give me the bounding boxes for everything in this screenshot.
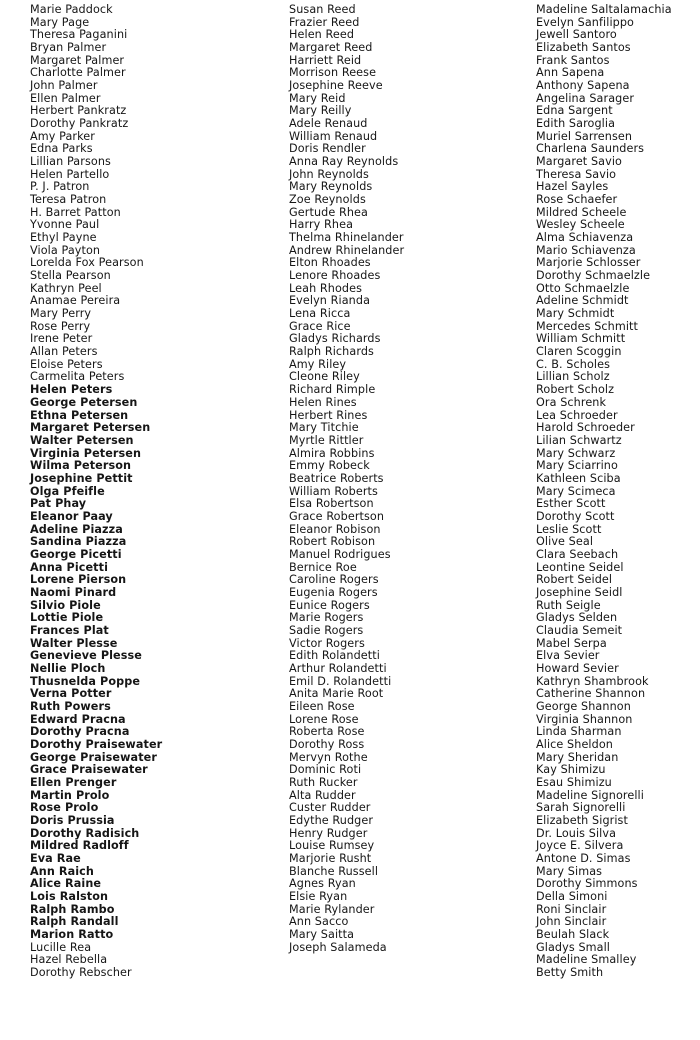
name-entry: Dorothy Rebscher [30,966,132,980]
name-entry: Lilian Schwartz [536,433,622,447]
name-entry: Eloise Peters [30,357,103,371]
name-entry: Adeline Schmidt [536,294,629,308]
name-entry: Evelyn Rianda [289,294,371,308]
name-entry: Ethyl Payne [30,231,97,245]
name-entry: Mary Scimeca [536,484,616,498]
name-entry: Eugenia Rogers [289,585,378,599]
name-entry: Nellie Ploch [30,661,106,675]
name-entry: Victor Rogers [289,636,365,650]
name-entry: Thelma Rhinelander [289,231,404,245]
name-entry: Elton Rhoades [289,256,371,270]
name-entry: Mary Sciarrino [536,459,618,473]
name-entry: Eva Rae [30,852,81,866]
name-entry: Doris Rendler [289,142,366,156]
name-entry: Teresa Patron [30,193,107,207]
name-entry: Marjorie Rusht [289,852,372,866]
name-entry: Margaret Reed [289,41,373,55]
name-entry: Esau Shimizu [536,775,612,789]
name-entry: Anamae Pereira [30,294,121,308]
name-entry: Madeline Smalley [536,953,637,967]
name-entry: Sarah Signorelli [536,801,626,815]
name-entry: Grace Praisewater [30,763,148,777]
name-entry: Theresa Savio [536,167,617,181]
name-entry: Dorothy Praisewater [30,737,163,751]
name-entry: Dorothy Ross [289,737,365,751]
name-entry: Manuel Rodrigues [289,547,391,561]
name-entry: George Shannon [536,699,631,713]
name-entry: Lucille Rea [30,940,92,954]
name-entry: Mercedes Schmitt [536,319,639,333]
name-entry: Richard Rimple [289,383,376,397]
name-entry: Ann Sapena [536,66,605,80]
name-entry: Ann Sacco [289,915,349,929]
name-entry: Mary Simas [536,864,603,878]
name-entry: Alta Rudder [289,788,356,802]
name-entry: Joyce E. Silvera [536,839,624,853]
name-entry: Adele Renaud [289,117,368,131]
name-entry: Hazel Sayles [536,180,609,194]
name-entry: Edythe Rudger [289,814,374,827]
name-entry: Clara Seebach [536,547,619,561]
name-entry: Helen Peters [30,383,113,397]
name-entry: Eunice Rogers [289,598,370,612]
name-entry: Myrtle Rittler [289,433,364,447]
name-column-3 [536,4,700,980]
name-entry: William Renaud [289,129,378,143]
name-entry: Ruth Seigle [536,598,601,612]
name-entry: Helen Rines [289,395,357,409]
name-entry: Kathryn Peel [30,281,102,295]
name-entry: Alice Sheldon [536,737,613,751]
name-entry: Josephine Reeve [289,79,383,93]
name-entry: Mervyn Rothe [289,750,368,764]
name-entry: Anita Marie Root [289,687,384,701]
name-entry: Joseph Salameda [289,940,387,954]
name-entry: Hazel Rebella [30,953,108,967]
name-entry: Eleanor Robison [289,522,381,536]
name-entry: Dorothy Pracna [30,725,130,739]
name-entry: Emmy Robeck [289,459,370,473]
name-entry: Betty Smith [536,966,604,980]
name-entry: Claren Scoggin [536,345,622,359]
name-entry: Theresa Paganini [30,28,128,42]
name-entry: Virginia Shannon [536,712,633,726]
name-entry: Morrison Reese [289,66,377,80]
name-entry: Dorothy Scott [536,509,615,523]
name-entry: Doris Prussia [30,814,115,827]
name-entry: Margaret Petersen [30,421,151,435]
name-entry: Mary Reilly [289,104,352,118]
name-entry: Mary Saitta [289,928,355,942]
name-entry: Arthur Rolandetti [289,661,387,675]
name-entry: Elsie Ryan [289,890,348,904]
name-entry: Josephine Seidl [536,585,623,599]
name-entry: Otto Schmaelzle [536,281,630,295]
name-entry: Sadie Rogers [289,623,364,637]
name-entry: Bernice Roe [289,560,357,574]
name-entry: Jewell Santoro [536,28,617,42]
name-entry: Edna Sargent [536,104,613,118]
name-entry: Anthony Sapena [536,79,630,93]
name-entry: Robert Scholz [536,383,615,397]
name-entry: Sandina Piazza [30,535,127,549]
name-entry: Emil D. Rolandetti [289,674,392,688]
name-entry: Catherine Shannon [536,687,646,701]
name-entry: Lillian Scholz [536,370,610,384]
name-entry: Elizabeth Sigrist [536,814,628,827]
name-column-1 [30,4,270,980]
name-entry: Olive Seal [536,535,594,549]
name-entry: Ruth Rucker [289,775,358,789]
name-entry: Walter Petersen [30,433,134,447]
name-entry: Pat Phay [30,497,87,511]
name-entry: Naomi Pinard [30,585,117,599]
name-entry: Harriett Reid [289,53,362,67]
name-entry: Margaret Palmer [30,53,125,67]
name-entry: Herbert Rines [289,408,368,422]
name-entry: Andrew Rhinelander [289,243,405,257]
name-entry: Dorothy Simmons [536,877,638,891]
name-entry: Dorothy Pankratz [30,117,129,131]
name-entry: Howard Sevier [536,661,619,675]
name-entry: Ann Raich [30,864,94,878]
name-entry: Lena Ricca [289,307,351,321]
name-column-2 [289,4,519,954]
name-entry: Yvonne Paul [30,218,100,232]
name-entry: Walter Plesse [30,636,118,650]
name-entry: Grace Rice [289,319,351,333]
name-entry: Linda Sharman [536,725,622,739]
name-entry: Kay Shimizu [536,763,606,777]
name-entry: Lois Ralston [30,890,109,904]
name-entry: Martin Prolo [30,788,110,802]
name-entry: Ralph Richards [289,345,374,359]
name-entry: H. Barret Patton [30,205,121,219]
name-entry: Angelina Sarager [536,91,635,105]
name-entry: Della Simoni [536,890,608,904]
name-entry: Lorene Rose [289,712,359,726]
name-entry: Anna Picetti [30,560,109,574]
name-entry: Marjorie Schlosser [536,256,641,270]
name-entry: Mary Reynolds [289,180,373,194]
name-entry: Bryan Palmer [30,41,107,55]
name-entry: Ora Schrenk [536,395,607,409]
name-entry: Leah Rhodes [289,281,363,295]
name-entry: Mary Sheridan [536,750,619,764]
name-entry: Mario Schiavenza [536,243,636,257]
name-entry: Mary Schmidt [536,307,615,321]
name-entry: Harold Schroeder [536,421,635,435]
name-entry: Frank Santos [536,53,610,67]
name-entry: Evelyn Sanfilippo [536,15,635,29]
name-entry: Marie Rylander [289,902,375,916]
name-entry: Lorelda Fox Pearson [30,256,144,270]
name-entry: Amy Riley [289,357,347,371]
name-entry: Dominic Roti [289,763,362,777]
name-entry: Agnes Ryan [289,877,356,891]
name-entry: C. B. Scholes [536,357,611,371]
name-entry: Custer Rudder [289,801,371,815]
name-entry: Amy Parker [30,129,95,143]
name-entry: Louise Rumsey [289,839,375,853]
name-entry: Almira Robbins [289,446,375,460]
name-entry: Blanche Russell [289,864,379,878]
name-entry: Verna Potter [30,687,112,701]
name-entry: Margaret Savio [536,155,622,169]
name-entry: Mildred Radloff [30,839,129,853]
name-entry: Marion Ratto [30,928,114,942]
name-entry: Gladys Richards [289,332,381,346]
name-entry: Mildred Scheele [536,205,627,219]
name-entry: Ellen Prenger [30,775,117,789]
name-entry: Charlotte Palmer [30,66,126,80]
name-entry: Ralph Rambo [30,902,115,916]
name-entry: Olga Pfeifle [30,484,105,498]
name-entry: Gladys Selden [536,611,618,625]
name-entry: Marie Rogers [289,611,364,625]
name-entry: Mary Reid [289,91,346,105]
name-entry: George Praisewater [30,750,157,764]
name-entry: Grace Robertson [289,509,385,523]
name-entry: Mary Page [30,15,90,29]
name-entry: Anna Ray Reynolds [289,155,399,169]
name-entry: Ruth Powers [30,699,111,713]
name-entry: Roni Sinclair [536,902,607,916]
name-entry: Helen Reed [289,28,355,42]
name-entry: Antone D. Simas [536,852,631,866]
name-entry: Mabel Serpa [536,636,607,650]
name-entry: Susan Reed [289,3,356,16]
name-entry: Gertude Rhea [289,205,368,219]
name-entry: Roberta Rose [289,725,365,739]
name-entry: Madeline Signorelli [536,788,644,802]
name-entry: Frazier Reed [289,15,360,29]
name-entry: Zoe Reynolds [289,193,366,207]
name-entry: Elizabeth Santos [536,41,631,55]
name-entry: William Schmitt [536,332,626,346]
name-entry: Lorene Pierson [30,573,127,587]
name-entry: Genevieve Plesse [30,649,142,663]
name-entry: John Reynolds [289,167,369,181]
name-entry: Claudia Semeit [536,623,623,637]
name-entry: George Picetti [30,547,122,561]
name-entry: Cleone Riley [289,370,360,384]
name-entry: Harry Rhea [289,218,354,232]
name-entry: Lenore Rhoades [289,269,381,283]
name-entry: Ethna Petersen [30,408,129,422]
name-entry: Eileen Rose [289,699,355,713]
name-entry: Stella Pearson [30,269,111,283]
name-entry: Kathleen Sciba [536,471,621,485]
name-entry: Caroline Rogers [289,573,379,587]
name-entry: Madeline Saltalamachia [536,3,672,16]
name-entry: Edith Rolandetti [289,649,380,663]
name-entry: Robert Robison [289,535,376,549]
name-entry: Helen Partello [30,167,110,181]
name-entry: Elva Sevier [536,649,600,663]
name-entry: Leslie Scott [536,522,602,536]
name-entry: Virginia Petersen [30,446,142,460]
name-entry: Edward Pracna [30,712,126,726]
name-entry: Thusnelda Poppe [30,674,141,688]
name-entry: Wesley Scheele [536,218,625,232]
name-entry: Mary Schwarz [536,446,616,460]
name-entry: Irene Peter [30,332,93,346]
name-entry: Robert Seidel [536,573,613,587]
name-entry: Beulah Slack [536,928,610,942]
name-entry: Ellen Palmer [30,91,101,105]
name-entry: Lea Schroeder [536,408,618,422]
name-entry: William Roberts [289,484,378,498]
name-entry: Rose Prolo [30,801,99,815]
name-entry: Kathryn Shambrook [536,674,649,688]
name-entry: Josephine Pettit [30,471,133,485]
name-entry: Henry Rudger [289,826,368,840]
name-entry: Muriel Sarrensen [536,129,633,143]
name-entry: Edith Saroglia [536,117,616,131]
name-entry: Carmelita Peters [30,370,125,384]
name-entry: Lillian Parsons [30,155,111,169]
name-entry: Adeline Piazza [30,522,123,536]
name-entry: Esther Scott [536,497,606,511]
name-entry: Allan Peters [30,345,98,359]
name-entry: Edna Parks [30,142,93,156]
name-entry: Dr. Louis Silva [536,826,617,840]
name-entry: Charlena Saunders [536,142,645,156]
name-entry: George Petersen [30,395,138,409]
name-entry: Marie Paddock [30,3,113,16]
name-entry: Mary Titchie [289,421,359,435]
name-entry: Lottie Piole [30,611,104,625]
name-entry: Herbert Pankratz [30,104,127,118]
name-entry: John Sinclair [536,915,607,929]
name-entry: Silvio Piole [30,598,101,612]
name-entry: Mary Perry [30,307,92,321]
name-entry: John Palmer [30,79,98,93]
name-entry: Viola Payton [30,243,101,257]
name-entry: Alice Raine [30,877,102,891]
name-entry: Rose Perry [30,319,91,333]
name-entry: Dorothy Schmaelzle [536,269,651,283]
name-entry: Elsa Robertson [289,497,374,511]
name-entry: Alma Schiavenza [536,231,634,245]
name-entry: Wilma Peterson [30,459,132,473]
name-entry: Ralph Randall [30,915,119,929]
name-entry: Gladys Small [536,940,611,954]
name-entry: Frances Plat [30,623,109,637]
name-entry: Dorothy Radisich [30,826,140,840]
name-entry: Leontine Seidel [536,560,624,574]
name-entry: Eleanor Paay [30,509,113,523]
name-entry: Beatrice Roberts [289,471,384,485]
name-entry: Rose Schaefer [536,193,618,207]
name-entry: P. J. Patron [30,180,90,194]
